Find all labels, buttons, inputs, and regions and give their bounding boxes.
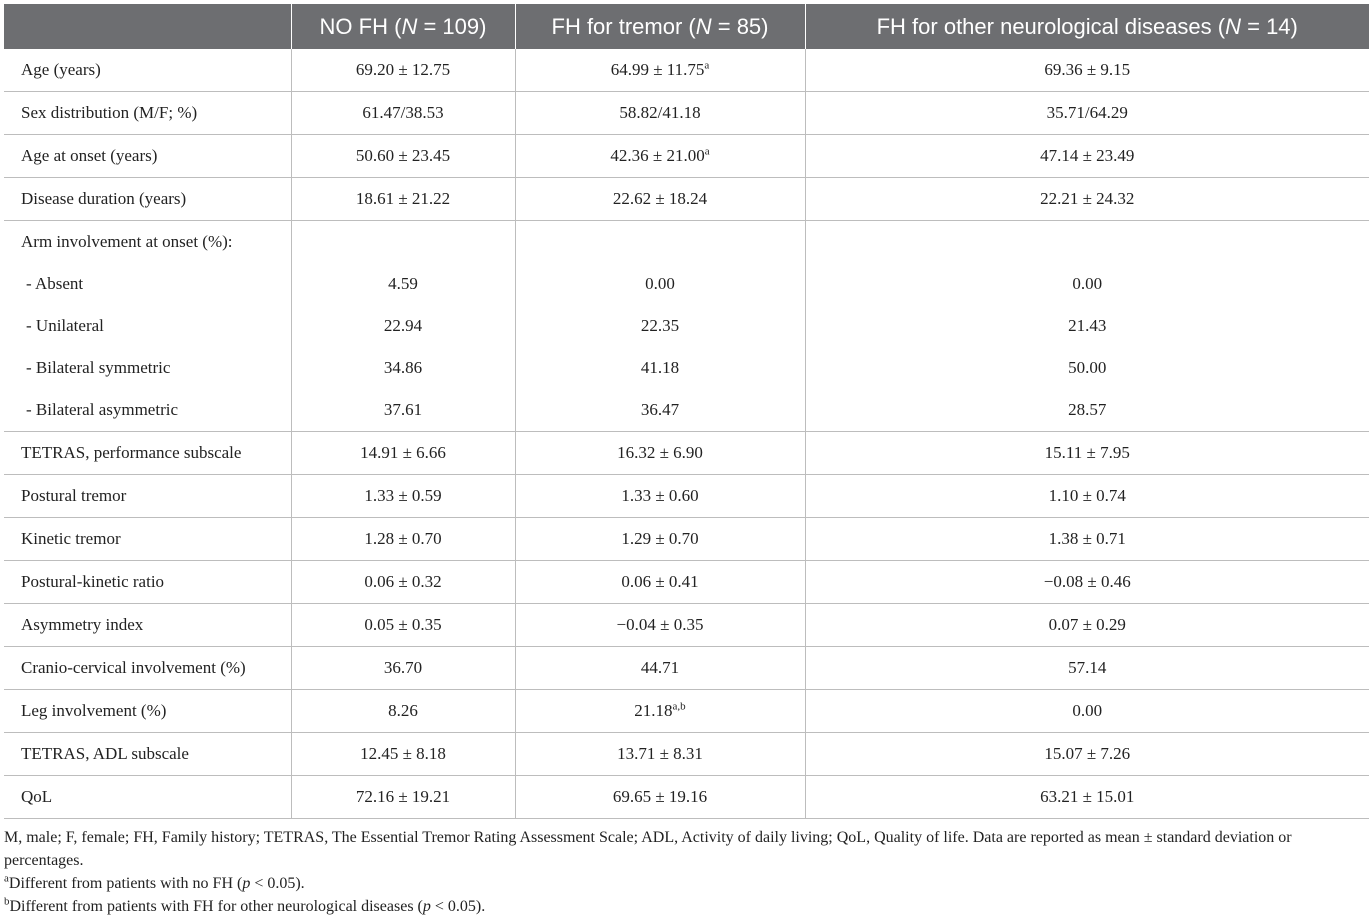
cell-fh-other: 15.11 ± 7.95 bbox=[805, 432, 1369, 475]
cell-fh-tremor: −0.04 ± 0.35 bbox=[515, 604, 805, 647]
row-label: Asymmetry index bbox=[4, 604, 291, 647]
table-row bbox=[4, 776, 1369, 819]
row-label: Sex distribution (M/F; %) bbox=[4, 92, 291, 135]
cell-fh-other: 0.00 bbox=[1072, 274, 1103, 293]
cell-no-fh: 1.33 ± 0.59 bbox=[291, 475, 515, 518]
cell-no-fh: 12.45 ± 8.18 bbox=[291, 733, 515, 776]
cell-fh-other: 21.43 bbox=[1068, 316, 1107, 335]
cell-empty bbox=[515, 221, 805, 264]
row-label: Postural-kinetic ratio bbox=[4, 561, 291, 604]
table-row-group-header bbox=[4, 221, 1369, 264]
cell-fh-other: 57.14 bbox=[805, 647, 1369, 690]
row-label: Arm involvement at onset (%): bbox=[4, 221, 291, 264]
cell-no-fh: 37.61 bbox=[291, 389, 515, 432]
header-no-fh: NO FH (N = 109) bbox=[291, 4, 515, 49]
cell-no-fh: 0.05 ± 0.35 bbox=[291, 604, 515, 647]
cell-fh-other: −0.08 ± 0.46 bbox=[805, 561, 1369, 604]
cell-no-fh: 18.61 ± 21.22 bbox=[291, 178, 515, 221]
table-row bbox=[4, 263, 1369, 305]
table-row bbox=[4, 690, 1369, 733]
header-blank bbox=[4, 4, 291, 49]
cell-fh-tremor: 41.18 bbox=[515, 347, 805, 389]
table-row bbox=[4, 305, 1369, 347]
footnote-b: $^b$Different from patients with FH for other neurological diseases (p < 0.05). bbox=[4, 895, 486, 915]
row-label: TETRAS, ADL subscale bbox=[4, 733, 291, 776]
cell-no-fh: 14.91 ± 6.66 bbox=[291, 432, 515, 475]
cell-fh-other: 22.21 ± 24.32 bbox=[805, 178, 1369, 221]
row-label: Cranio-cervical involvement (%) bbox=[4, 647, 291, 690]
cell-fh-other: 28.57 bbox=[805, 389, 1369, 432]
cell-fh-tremor: 0.00 bbox=[515, 263, 805, 305]
cell-fh-tremor: 44.71 bbox=[515, 647, 805, 690]
cell-fh-tremor: 0.06 ± 0.41 bbox=[515, 561, 805, 604]
cell-empty bbox=[291, 221, 515, 264]
cell-fh-other: 47.14 ± 23.49 bbox=[805, 135, 1369, 178]
footnote-marker: a bbox=[704, 145, 710, 158]
cell-fh-tremor: 36.47 bbox=[515, 389, 805, 432]
row-label: QoL bbox=[4, 776, 291, 819]
cell-no-fh: 61.47/38.53 bbox=[291, 92, 515, 135]
cell-fh-other: 0.00 bbox=[805, 690, 1369, 733]
table-row bbox=[4, 92, 1369, 135]
table-row bbox=[4, 518, 1369, 561]
cell-fh-tremor: 58.82/41.18 bbox=[515, 92, 805, 135]
cell-no-fh: 1.28 ± 0.70 bbox=[291, 518, 515, 561]
table-row bbox=[4, 178, 1369, 221]
cell-fh-tremor: 1.29 ± 0.70 bbox=[515, 518, 805, 561]
table-row bbox=[4, 604, 1369, 647]
table-row bbox=[4, 432, 1369, 475]
header-row bbox=[4, 4, 1369, 49]
table-row bbox=[4, 733, 1369, 776]
header-fh-tremor: FH for tremor (N = 85) bbox=[515, 4, 805, 49]
data-table bbox=[4, 4, 1369, 819]
cell-fh-other: 63.21 ± 15.01 bbox=[805, 776, 1369, 819]
row-label: - Absent bbox=[4, 263, 291, 305]
header-fh-other: FH for other neurological diseases (N = 14) bbox=[805, 4, 1369, 49]
cell-fh-tremor: 13.71 ± 8.31 bbox=[515, 733, 805, 776]
cell-no-fh: 0.06 ± 0.32 bbox=[291, 561, 515, 604]
row-label: Leg involvement (%) bbox=[4, 690, 291, 733]
cell-fh-tremor: 69.65 ± 19.16 bbox=[515, 776, 805, 819]
row-label: Kinetic tremor bbox=[4, 518, 291, 561]
table-row bbox=[4, 347, 1369, 389]
table-row bbox=[4, 135, 1369, 178]
cell-fh-other: 35.71/64.29 bbox=[805, 92, 1369, 135]
table-footnotes bbox=[4, 826, 1368, 918]
cell-fh-tremor: 64.99 ± 11.75$^a$ bbox=[515, 49, 805, 92]
row-label: Age at onset (years) bbox=[4, 135, 291, 178]
row-label: Postural tremor bbox=[4, 475, 291, 518]
cell-fh-other: 1.10 ± 0.74 bbox=[805, 475, 1369, 518]
cell-fh-tremor: 42.36 ± 21.00$^a$ bbox=[515, 135, 805, 178]
row-label: Age (years) bbox=[4, 49, 291, 92]
cell-no-fh: 50.60 ± 23.45 bbox=[291, 135, 515, 178]
cell-no-fh: 72.16 ± 19.21 bbox=[291, 776, 515, 819]
abbreviations-note: M, male; F, female; FH, Family history; TETRAS, The Essential Tremor Rating Assessment Scale; ADL, Activity of daily living; QoL, Quality of life. Data are reported as mean ± standard deviation or percentages. bbox=[4, 829, 1292, 869]
cell-no-fh: 22.94 bbox=[291, 305, 515, 347]
row-label: - Bilateral asymmetric bbox=[4, 389, 291, 432]
table-row bbox=[4, 647, 1369, 690]
cell-fh-other: 50.00 bbox=[1068, 358, 1107, 377]
row-label: - Bilateral symmetric bbox=[4, 347, 291, 389]
cell-fh-tremor: 22.35 bbox=[515, 305, 805, 347]
footnote-a: $^a$Different from patients with no FH (p < 0.05). bbox=[4, 872, 305, 892]
cell-fh-tremor: 21.18$^{a,b}$ bbox=[515, 690, 805, 733]
cell-no-fh: 4.59 bbox=[291, 263, 515, 305]
cell-fh-other: 1.38 ± 0.71 bbox=[805, 518, 1369, 561]
cell-fh-other: 15.07 ± 7.26 bbox=[805, 733, 1369, 776]
table-row bbox=[4, 475, 1369, 518]
footnote-marker: a bbox=[704, 59, 710, 72]
table-row bbox=[4, 389, 1369, 432]
cell-fh-tremor: 16.32 ± 6.90 bbox=[515, 432, 805, 475]
cell-fh-tremor: 22.62 ± 18.24 bbox=[515, 178, 805, 221]
cell-fh-other: 69.36 ± 9.15 bbox=[805, 49, 1369, 92]
cell-no-fh: 69.20 ± 12.75 bbox=[291, 49, 515, 92]
cell-no-fh: 8.26 bbox=[291, 690, 515, 733]
footnote-marker: a,b bbox=[672, 700, 686, 713]
cell-no-fh: 34.86 bbox=[291, 347, 515, 389]
table-row bbox=[4, 561, 1369, 604]
table-row bbox=[4, 49, 1369, 92]
cell-fh-tremor: 1.33 ± 0.60 bbox=[515, 475, 805, 518]
row-label: - Unilateral bbox=[4, 305, 291, 347]
cell-no-fh: 36.70 bbox=[291, 647, 515, 690]
cell-empty bbox=[805, 221, 1369, 264]
row-label: TETRAS, performance subscale bbox=[4, 432, 291, 475]
cell-fh-other: 0.07 ± 0.29 bbox=[805, 604, 1369, 647]
row-label: Disease duration (years) bbox=[4, 178, 291, 221]
